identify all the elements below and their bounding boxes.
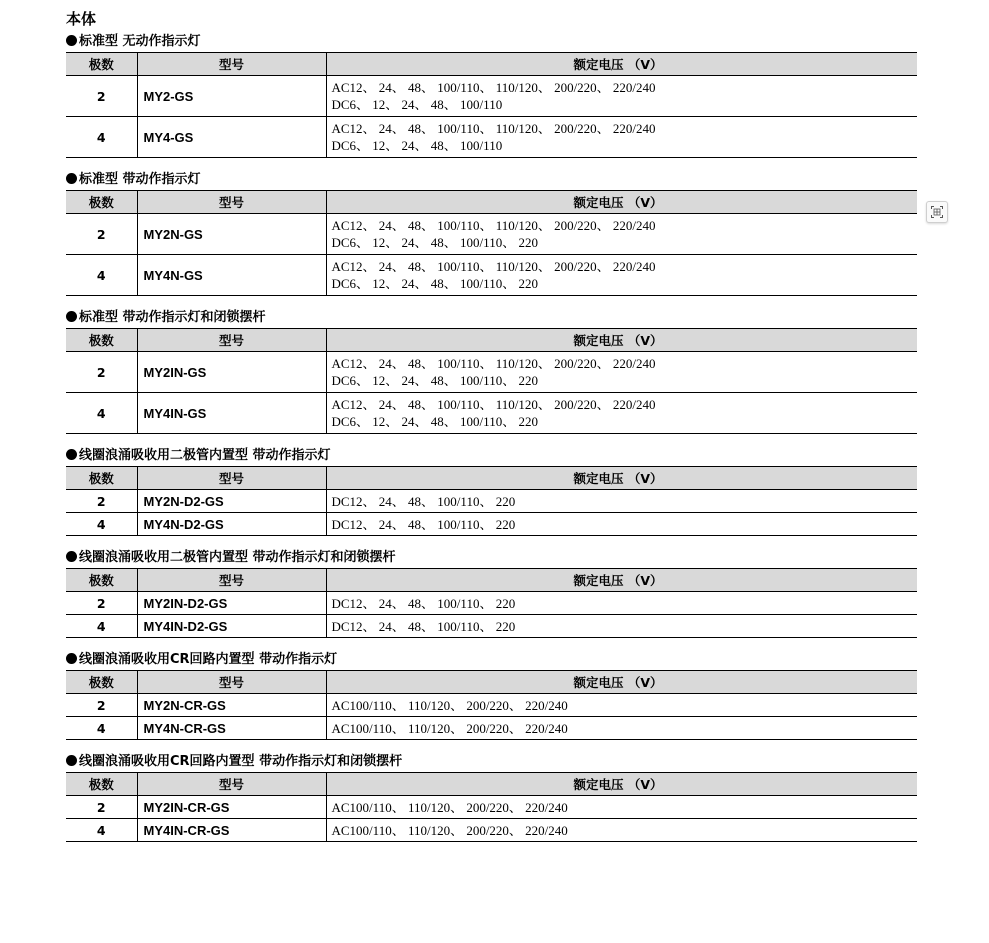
voltage-cell xyxy=(326,615,917,638)
model-cell: MY4N-GS xyxy=(137,255,326,296)
scan-icon[interactable] xyxy=(926,201,948,223)
spec-section xyxy=(66,170,917,296)
poles-cell: 2 xyxy=(66,694,137,717)
bullet-dot xyxy=(66,311,77,322)
header-poles: 极数 xyxy=(66,329,137,352)
poles-cell: 2 xyxy=(66,490,137,513)
voltage-line: AC100/110、 110/120、 200/220、 220/240 xyxy=(331,720,568,736)
table-row xyxy=(66,694,917,717)
table-header-row xyxy=(66,191,917,214)
spec-table xyxy=(66,670,917,740)
voltage-cell xyxy=(326,717,917,740)
voltage-cell xyxy=(326,592,917,615)
table-row xyxy=(66,592,917,615)
section-title-text: 线圈浪涌吸收用CR回路内置型 带动作指示灯 xyxy=(79,652,338,667)
bullet-dot xyxy=(66,551,77,562)
model-cell: MY2-GS xyxy=(137,76,326,117)
section-title xyxy=(66,32,917,52)
section-title xyxy=(66,170,917,190)
model-cell: MY4N-CR-GS xyxy=(137,717,326,740)
section-title-text: 标准型 无动作指示灯 xyxy=(79,34,201,49)
voltage-line: AC12、 24、 48、 100/110、 110/120、 200/220、 220/240 xyxy=(331,356,656,371)
section-title xyxy=(66,308,917,328)
table-header-row xyxy=(66,53,917,76)
spec-section xyxy=(66,446,917,536)
voltage-line: AC12、 24、 48、 100/110、 110/120、 200/220、 220/240 xyxy=(331,218,656,233)
poles-cell: 4 xyxy=(66,117,137,158)
voltage-line: AC100/110、 110/120、 200/220、 220/240 xyxy=(331,822,568,838)
sections-container xyxy=(66,32,917,842)
table-row xyxy=(66,819,917,842)
voltage-cell xyxy=(326,694,917,717)
model-cell: MY4IN-CR-GS xyxy=(137,819,326,842)
header-model: 型号 xyxy=(137,191,326,214)
spec-section xyxy=(66,752,917,842)
table-header-row xyxy=(66,569,917,592)
voltage-line: DC12、 24、 48、 100/110、 220 xyxy=(331,595,516,611)
model-cell: MY4IN-D2-GS xyxy=(137,615,326,638)
voltage-line: DC6、 12、 24、 48、 100/110、 220 xyxy=(331,235,538,250)
voltage-line: DC6、 12、 24、 48、 100/110、 220 xyxy=(331,373,538,388)
section-title-text: 线圈浪涌吸收用二极管内置型 带动作指示灯和闭锁摆杆 xyxy=(79,550,396,565)
voltage-cell xyxy=(326,393,917,434)
poles-cell: 4 xyxy=(66,717,137,740)
section-title xyxy=(66,446,917,466)
voltage-line: AC12、 24、 48、 100/110、 110/120、 200/220、 220/240 xyxy=(331,80,656,95)
poles-cell: 2 xyxy=(66,214,137,255)
header-voltage: 额定电压 （V） xyxy=(326,671,917,694)
header-voltage: 额定电压 （V） xyxy=(326,329,917,352)
model-cell: MY2IN-CR-GS xyxy=(137,796,326,819)
bullet-dot xyxy=(66,755,77,766)
table-row xyxy=(66,352,917,393)
header-voltage: 额定电压 （V） xyxy=(326,773,917,796)
voltage-cell xyxy=(326,513,917,536)
table-header-row xyxy=(66,671,917,694)
header-voltage: 额定电压 （V） xyxy=(326,569,917,592)
section-title-text: 线圈浪涌吸收用二极管内置型 带动作指示灯 xyxy=(79,448,331,463)
table-header-row xyxy=(66,467,917,490)
spec-table xyxy=(66,466,917,536)
header-poles: 极数 xyxy=(66,773,137,796)
table-row xyxy=(66,490,917,513)
poles-cell: 4 xyxy=(66,615,137,638)
page-title: 本体 xyxy=(66,10,97,28)
bullet-dot xyxy=(66,653,77,664)
table-row xyxy=(66,117,917,158)
model-cell: MY2N-D2-GS xyxy=(137,490,326,513)
table-header-row xyxy=(66,329,917,352)
voltage-cell xyxy=(326,214,917,255)
table-row xyxy=(66,717,917,740)
voltage-line: DC12、 24、 48、 100/110、 220 xyxy=(331,516,516,532)
scan-icon-glyph xyxy=(931,206,943,218)
voltage-line: DC6、 12、 24、 48、 100/110、 220 xyxy=(331,276,538,291)
voltage-cell xyxy=(326,796,917,819)
voltage-cell xyxy=(326,819,917,842)
voltage-cell xyxy=(326,255,917,296)
table-row xyxy=(66,255,917,296)
bullet-dot xyxy=(66,173,77,184)
spec-section xyxy=(66,32,917,158)
poles-cell: 4 xyxy=(66,819,137,842)
header-poles: 极数 xyxy=(66,671,137,694)
voltage-line: DC12、 24、 48、 100/110、 220 xyxy=(331,493,516,509)
table-row xyxy=(66,76,917,117)
table-row xyxy=(66,796,917,819)
section-title xyxy=(66,548,917,568)
model-cell: MY2N-CR-GS xyxy=(137,694,326,717)
section-title-text: 标准型 带动作指示灯和闭锁摆杆 xyxy=(79,310,266,325)
spec-table xyxy=(66,52,917,158)
poles-cell: 2 xyxy=(66,796,137,819)
model-cell: MY2IN-D2-GS xyxy=(137,592,326,615)
poles-cell: 4 xyxy=(66,513,137,536)
table-header-row xyxy=(66,773,917,796)
model-cell: MY2IN-GS xyxy=(137,352,326,393)
header-voltage: 额定电压 （V） xyxy=(326,53,917,76)
header-poles: 极数 xyxy=(66,53,137,76)
header-model: 型号 xyxy=(137,467,326,490)
table-row xyxy=(66,513,917,536)
voltage-line: AC12、 24、 48、 100/110、 110/120、 200/220、 220/240 xyxy=(331,121,656,136)
header-voltage: 额定电压 （V） xyxy=(326,467,917,490)
poles-cell: 4 xyxy=(66,255,137,296)
model-cell: MY2N-GS xyxy=(137,214,326,255)
poles-cell: 2 xyxy=(66,592,137,615)
voltage-cell xyxy=(326,490,917,513)
poles-cell: 2 xyxy=(66,352,137,393)
spec-table xyxy=(66,328,917,434)
model-cell: MY4-GS xyxy=(137,117,326,158)
spec-table xyxy=(66,772,917,842)
model-cell: MY4IN-GS xyxy=(137,393,326,434)
voltage-line: DC6、 12、 24、 48、 100/110 xyxy=(331,138,503,153)
voltage-line: AC12、 24、 48、 100/110、 110/120、 200/220、 220/240 xyxy=(331,397,656,412)
spec-section xyxy=(66,650,917,740)
poles-cell: 2 xyxy=(66,76,137,117)
voltage-line: DC12、 24、 48、 100/110、 220 xyxy=(331,618,516,634)
table-row xyxy=(66,615,917,638)
section-title xyxy=(66,752,917,772)
section-title-text: 标准型 带动作指示灯 xyxy=(79,172,201,187)
table-row xyxy=(66,214,917,255)
voltage-line: AC100/110、 110/120、 200/220、 220/240 xyxy=(331,697,568,713)
poles-cell: 4 xyxy=(66,393,137,434)
header-model: 型号 xyxy=(137,773,326,796)
header-model: 型号 xyxy=(137,671,326,694)
spec-table xyxy=(66,190,917,296)
voltage-line: DC6、 12、 24、 48、 100/110、 220 xyxy=(331,414,538,429)
header-model: 型号 xyxy=(137,329,326,352)
header-poles: 极数 xyxy=(66,191,137,214)
spec-section xyxy=(66,548,917,638)
voltage-line: DC6、 12、 24、 48、 100/110 xyxy=(331,97,503,112)
voltage-cell xyxy=(326,117,917,158)
voltage-line: AC12、 24、 48、 100/110、 110/120、 200/220、 220/240 xyxy=(331,259,656,274)
voltage-line: AC100/110、 110/120、 200/220、 220/240 xyxy=(331,799,568,815)
model-cell: MY4N-D2-GS xyxy=(137,513,326,536)
section-title-text: 线圈浪涌吸收用CR回路内置型 带动作指示灯和闭锁摆杆 xyxy=(79,754,403,769)
header-poles: 极数 xyxy=(66,569,137,592)
voltage-cell xyxy=(326,352,917,393)
table-row xyxy=(66,393,917,434)
spec-table xyxy=(66,568,917,638)
section-title xyxy=(66,650,917,670)
spec-section xyxy=(66,308,917,434)
header-model: 型号 xyxy=(137,569,326,592)
header-voltage: 额定电压 （V） xyxy=(326,191,917,214)
bullet-dot xyxy=(66,449,77,460)
document xyxy=(66,8,917,842)
header-poles: 极数 xyxy=(66,467,137,490)
voltage-cell xyxy=(326,76,917,117)
header-model: 型号 xyxy=(137,53,326,76)
bullet-dot xyxy=(66,35,77,46)
